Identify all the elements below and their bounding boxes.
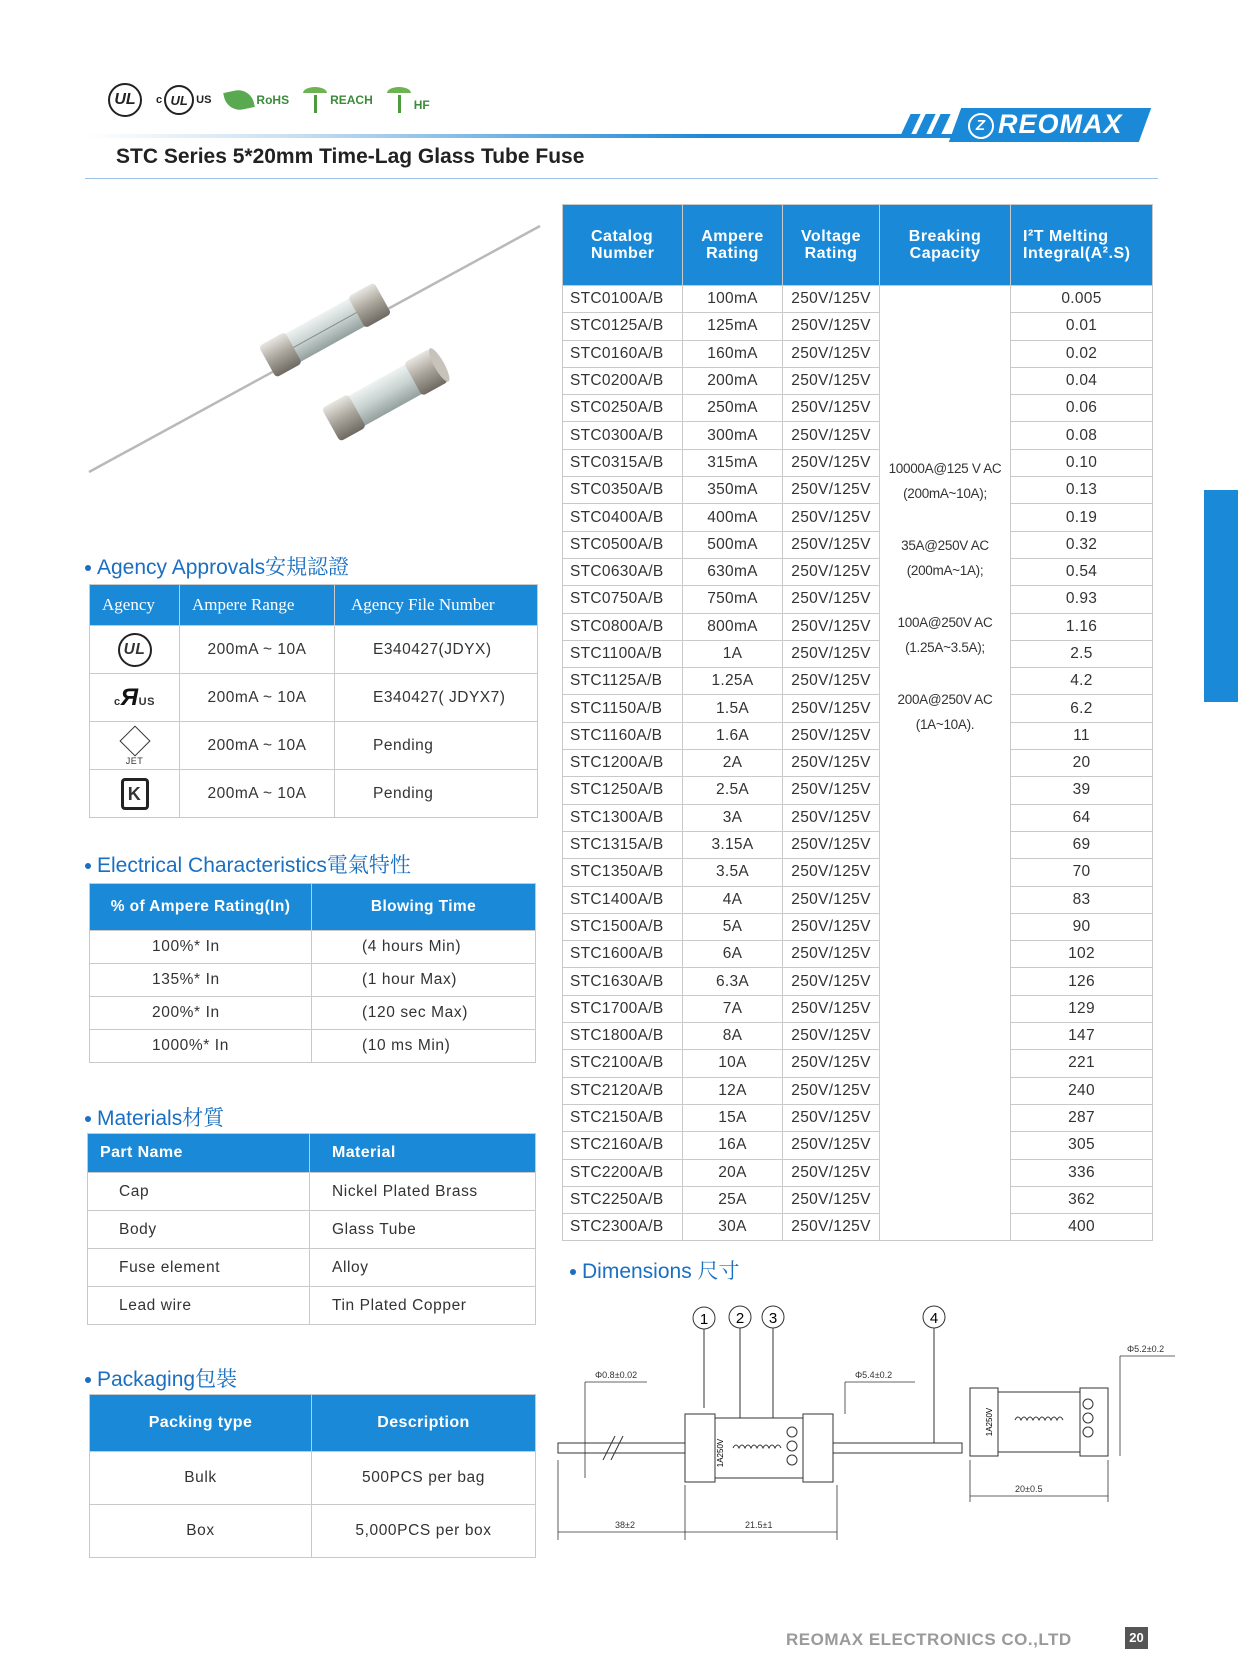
catalog-number-cell: STC1700A/B [563, 995, 683, 1022]
company-footer: REOMAX ELECTRONICS CO.,LTD [786, 1630, 1072, 1649]
table-row [88, 1211, 536, 1249]
table-row [563, 695, 1153, 722]
table-row [563, 558, 1153, 585]
catalog-number-cell: STC2100A/B [563, 1050, 683, 1077]
voltage-rating-cell: 250V/125V [783, 504, 880, 531]
voltage-rating-cell: 250V/125V [783, 831, 880, 858]
header-packing-type: Packing type [90, 1395, 312, 1452]
svg-text:1A250V: 1A250V [985, 1407, 994, 1437]
catalog-number-cell: STC2120A/B [563, 1077, 683, 1104]
i2t-cell: 0.10 [1011, 449, 1153, 476]
catalog-number-cell: STC2300A/B [563, 1214, 683, 1241]
time-cell: (10 ms Min) [312, 1030, 536, 1063]
table-row [563, 531, 1153, 558]
fuse-no-lead-view [970, 1344, 1175, 1502]
certification-logos [108, 78, 430, 122]
voltage-rating-cell: 250V/125V [783, 340, 880, 367]
table-row [563, 668, 1153, 695]
ampere-rating-cell: 3.15A [683, 831, 783, 858]
i2t-cell: 305 [1011, 1132, 1153, 1159]
i2t-cell: 0.04 [1011, 367, 1153, 394]
i2t-cell: 0.93 [1011, 586, 1153, 613]
table-row [563, 1159, 1153, 1186]
header-catalog-number: Catalog Number [563, 205, 683, 286]
ampere-rating-cell: 630mA [683, 558, 783, 585]
voltage-rating-cell: 250V/125V [783, 1023, 880, 1050]
ampere-rating-cell: 750mA [683, 586, 783, 613]
ampere-range: 200mA ~ 10A [180, 722, 335, 770]
catalog-number-cell: STC0400A/B [563, 504, 683, 531]
voltage-rating-cell: 250V/125V [783, 531, 880, 558]
table-row [563, 777, 1153, 804]
ampere-rating-cell: 10A [683, 1050, 783, 1077]
ampere-rating-cell: 800mA [683, 613, 783, 640]
packing-type-cell: Box [90, 1505, 312, 1558]
ampere-rating-cell: 400mA [683, 504, 783, 531]
sprout-icon [303, 87, 327, 113]
voltage-rating-cell: 250V/125V [783, 777, 880, 804]
ampere-rating-cell: 500mA [683, 531, 783, 558]
voltage-rating-cell: 250V/125V [783, 286, 880, 313]
i2t-cell: 400 [1011, 1214, 1153, 1241]
table-row [563, 804, 1153, 831]
voltage-rating-cell: 250V/125V [783, 995, 880, 1022]
brand-logo: Z REOMAX [968, 109, 1123, 140]
voltage-rating-cell: 250V/125V [783, 422, 880, 449]
svg-text:3: 3 [768, 1310, 778, 1327]
packing-type-cell: Bulk [90, 1452, 312, 1505]
table-row [88, 1287, 536, 1325]
table-row [563, 886, 1153, 913]
ampere-rating-cell: 6.3A [683, 968, 783, 995]
svg-text:20±0.5: 20±0.5 [1015, 1484, 1043, 1494]
catalog-number-cell: STC1400A/B [563, 886, 683, 913]
voltage-rating-cell: 250V/125V [783, 695, 880, 722]
header-material: Material [310, 1134, 536, 1173]
table-row [563, 995, 1153, 1022]
header-voltage-rating: Voltage Rating [783, 205, 880, 286]
table-row [90, 931, 536, 964]
breaking-capacity-entry: 200A@250V AC (1A~10A). [897, 692, 993, 732]
ampere-rating-cell: 3.5A [683, 859, 783, 886]
cul-us-logo: c UL US [156, 85, 211, 115]
reach-logo: REACH [303, 87, 373, 113]
i2t-cell: 102 [1011, 941, 1153, 968]
voltage-rating-cell: 250V/125V [783, 859, 880, 886]
ampere-rating-cell: 160mA [683, 340, 783, 367]
table-row [88, 1249, 536, 1287]
breaking-capacity-entry: 100A@250V AC (1.25A~3.5A); [897, 615, 993, 655]
ampere-rating-cell: 315mA [683, 449, 783, 476]
catalog-number-cell: STC1100A/B [563, 640, 683, 667]
table-row [563, 750, 1153, 777]
header-i2t: I²T Melting Integral(A².S) [1011, 205, 1153, 286]
page-title: STC Series 5*20mm Time-Lag Glass Tube Fuse [116, 145, 585, 168]
material-cell: Nickel Plated Brass [310, 1173, 536, 1211]
table-row [90, 770, 538, 818]
i2t-cell: 0.13 [1011, 477, 1153, 504]
svg-text:Φ0.8±0.02: Φ0.8±0.02 [595, 1370, 638, 1380]
specification-table [562, 204, 1153, 1241]
percent-cell: 135%* In [90, 964, 312, 997]
table-row [563, 722, 1153, 749]
file-number: E340427(JDYX) [335, 626, 538, 674]
dim-body-length [685, 1485, 837, 1540]
table-row [90, 1030, 536, 1063]
fuse-without-leads [322, 346, 453, 442]
catalog-number-cell: STC2150A/B [563, 1104, 683, 1131]
table-row [88, 1173, 536, 1211]
ampere-rating-cell: 5A [683, 913, 783, 940]
title-divider [85, 178, 1158, 179]
i2t-cell: 2.5 [1011, 640, 1153, 667]
voltage-rating-cell: 250V/125V [783, 968, 880, 995]
electrical-section-title: Electrical Characteristics電氣特性 [85, 849, 411, 879]
leaf-icon [224, 87, 256, 112]
catalog-number-cell: STC0300A/B [563, 422, 683, 449]
catalog-number-cell: STC0200A/B [563, 367, 683, 394]
ampere-rating-cell: 300mA [683, 422, 783, 449]
table-row [90, 722, 538, 770]
percent-cell: 100%* In [90, 931, 312, 964]
voltage-rating-cell: 250V/125V [783, 477, 880, 504]
side-tab-marker [1204, 490, 1238, 702]
header-breaking-capacity: Breaking Capacity [880, 205, 1011, 286]
catalog-number-cell: STC1250A/B [563, 777, 683, 804]
ampere-rating-cell: 4A [683, 886, 783, 913]
time-cell: (1 hour Max) [312, 964, 536, 997]
i2t-cell: 0.02 [1011, 340, 1153, 367]
svg-text:2: 2 [735, 1310, 745, 1327]
ampere-rating-cell: 100mA [683, 286, 783, 313]
i2t-cell: 287 [1011, 1104, 1153, 1131]
ampere-rating-cell: 1.6A [683, 722, 783, 749]
i2t-cell: 4.2 [1011, 668, 1153, 695]
svg-text:Φ5.4±0.2: Φ5.4±0.2 [855, 1370, 893, 1380]
table-row [563, 313, 1153, 340]
catalog-number-cell: STC2200A/B [563, 1159, 683, 1186]
catalog-number-cell: STC1500A/B [563, 913, 683, 940]
ampere-rating-cell: 1.5A [683, 695, 783, 722]
table-row [563, 640, 1153, 667]
i2t-cell: 6.2 [1011, 695, 1153, 722]
agency-section-title: Agency Approvals安規認證 [85, 551, 349, 581]
i2t-cell: 1.16 [1011, 613, 1153, 640]
catalog-number-cell: STC2160A/B [563, 1132, 683, 1159]
voltage-rating-cell: 250V/125V [783, 668, 880, 695]
sprout-icon [387, 87, 411, 113]
table-row [563, 367, 1153, 394]
voltage-rating-cell: 250V/125V [783, 1077, 880, 1104]
voltage-rating-cell: 250V/125V [783, 750, 880, 777]
catalog-number-cell: STC0100A/B [563, 286, 683, 313]
i2t-cell: 64 [1011, 804, 1153, 831]
table-header-row [563, 205, 1153, 286]
i2t-cell: 70 [1011, 859, 1153, 886]
ampere-rating-cell: 1.25A [683, 668, 783, 695]
header-ampere-percent: % of Ampere Rating(In) [90, 884, 312, 931]
voltage-rating-cell: 250V/125V [783, 558, 880, 585]
part-cell: Fuse element [88, 1249, 310, 1287]
voltage-rating-cell: 250V/125V [783, 586, 880, 613]
header-part-name: Part Name [88, 1134, 310, 1173]
table-row [563, 340, 1153, 367]
svg-text:1: 1 [699, 1311, 709, 1328]
catalog-number-cell: STC1315A/B [563, 831, 683, 858]
i2t-cell: 20 [1011, 750, 1153, 777]
material-cell: Alloy [310, 1249, 536, 1287]
ampere-rating-cell: 25A [683, 1186, 783, 1213]
i2t-cell: 0.08 [1011, 422, 1153, 449]
catalog-number-cell: STC0315A/B [563, 449, 683, 476]
table-row [563, 395, 1153, 422]
table-row [563, 831, 1153, 858]
catalog-number-cell: STC1300A/B [563, 804, 683, 831]
table-row [90, 1505, 536, 1558]
packaging-section-title: Packaging包裝 [85, 1363, 237, 1393]
i2t-cell: 11 [1011, 722, 1153, 749]
part-cell: Body [88, 1211, 310, 1249]
i2t-cell: 0.01 [1011, 313, 1153, 340]
header-file-number: Agency File Number [335, 585, 538, 626]
i2t-cell: 0.32 [1011, 531, 1153, 558]
voltage-rating-cell: 250V/125V [783, 941, 880, 968]
catalog-number-cell: STC1200A/B [563, 750, 683, 777]
i2t-cell: 39 [1011, 777, 1153, 804]
percent-cell: 1000%* In [90, 1030, 312, 1063]
table-row [563, 1214, 1153, 1241]
i2t-cell: 0.005 [1011, 286, 1153, 313]
header-agency: Agency [90, 585, 180, 626]
i2t-cell: 129 [1011, 995, 1153, 1022]
catalog-number-cell: STC0250A/B [563, 395, 683, 422]
fuse-side-view [558, 1414, 962, 1482]
voltage-rating-cell: 250V/125V [783, 367, 880, 394]
i2t-cell: 221 [1011, 1050, 1153, 1077]
svg-text:21.5±1: 21.5±1 [745, 1520, 773, 1530]
table-row [563, 941, 1153, 968]
catalog-number-cell: STC0160A/B [563, 340, 683, 367]
header-ampere-range: Ampere Range [180, 585, 335, 626]
svg-text:1A250V: 1A250V [716, 1438, 725, 1468]
header-ampere-rating: Ampere Rating [683, 205, 783, 286]
table-row [563, 859, 1153, 886]
breaking-capacity-entry: 35A@250V AC (200mA~1A); [901, 538, 989, 578]
table-row [563, 913, 1153, 940]
materials-section-title: Materials材質 [85, 1102, 224, 1132]
packaging-table [89, 1394, 536, 1558]
ampere-rating-cell: 6A [683, 941, 783, 968]
time-cell: (4 hours Min) [312, 931, 536, 964]
part-cell: Cap [88, 1173, 310, 1211]
voltage-rating-cell: 250V/125V [783, 913, 880, 940]
voltage-rating-cell: 250V/125V [783, 640, 880, 667]
catalog-number-cell: STC1350A/B [563, 859, 683, 886]
table-row [563, 1186, 1153, 1213]
brand-stripes [905, 114, 950, 143]
table-row [563, 477, 1153, 504]
i2t-cell: 90 [1011, 913, 1153, 940]
catalog-number-cell: STC1600A/B [563, 941, 683, 968]
breaking-capacity-cell [880, 286, 1011, 1241]
kc-mark-icon: K [90, 770, 180, 818]
table-row [563, 1023, 1153, 1050]
svg-text:38±2: 38±2 [615, 1520, 635, 1530]
i2t-cell: 336 [1011, 1159, 1153, 1186]
i2t-cell: 0.19 [1011, 504, 1153, 531]
ampere-rating-cell: 3A [683, 804, 783, 831]
i2t-cell: 69 [1011, 831, 1153, 858]
table-row [563, 968, 1153, 995]
callout-2 [729, 1306, 751, 1433]
i2t-cell: 147 [1011, 1023, 1153, 1050]
part-cell: Lead wire [88, 1287, 310, 1325]
catalog-number-cell: STC1125A/B [563, 668, 683, 695]
file-number: Pending [335, 770, 538, 818]
catalog-number-cell: STC2250A/B [563, 1186, 683, 1213]
materials-table [87, 1133, 536, 1325]
file-number: Pending [335, 722, 538, 770]
table-header-row [88, 1134, 536, 1173]
table-row [90, 964, 536, 997]
dimensions-section-title: Dimensions 尺寸 [570, 1255, 740, 1285]
svg-text:Φ5.2±0.2: Φ5.2±0.2 [1127, 1344, 1165, 1354]
ampere-rating-cell: 7A [683, 995, 783, 1022]
catalog-number-cell: STC0800A/B [563, 613, 683, 640]
table-header-row [90, 1395, 536, 1452]
table-header-row [90, 585, 538, 626]
voltage-rating-cell: 250V/125V [783, 1132, 880, 1159]
table-row [563, 422, 1153, 449]
voltage-rating-cell: 250V/125V [783, 449, 880, 476]
ampere-rating-cell: 12A [683, 1077, 783, 1104]
voltage-rating-cell: 250V/125V [783, 613, 880, 640]
catalog-number-cell: STC0350A/B [563, 477, 683, 504]
ul-listed-icon: UL [90, 626, 180, 674]
table-row [563, 504, 1153, 531]
header-blowing-time: Blowing Time [312, 884, 536, 931]
ampere-rating-cell: 125mA [683, 313, 783, 340]
i2t-cell: 362 [1011, 1186, 1153, 1213]
i2t-cell: 0.54 [1011, 558, 1153, 585]
catalog-number-cell: STC1150A/B [563, 695, 683, 722]
ampere-rating-cell: 2A [683, 750, 783, 777]
table-row [90, 674, 538, 722]
pse-jet-icon: JET [90, 722, 180, 770]
page-number: 20 [1125, 1627, 1148, 1649]
table-row [563, 1077, 1153, 1104]
agency-table [89, 584, 538, 818]
voltage-rating-cell: 250V/125V [783, 313, 880, 340]
i2t-cell: 126 [1011, 968, 1153, 995]
voltage-rating-cell: 250V/125V [783, 1050, 880, 1077]
catalog-number-cell: STC0630A/B [563, 558, 683, 585]
table-row [563, 1132, 1153, 1159]
product-photo [85, 220, 545, 480]
table-header-row [90, 884, 536, 931]
percent-cell: 200%* In [90, 997, 312, 1030]
rohs-logo: RoHS [225, 90, 289, 110]
ampere-rating-cell: 15A [683, 1104, 783, 1131]
ul-recognized-icon: cЯUS [90, 674, 180, 722]
catalog-number-cell: STC0500A/B [563, 531, 683, 558]
description-cell: 5,000PCS per box [312, 1505, 536, 1558]
breaking-capacity-entry: 10000A@125 V AC (200mA~10A); [888, 461, 1002, 501]
ampere-rating-cell: 8A [683, 1023, 783, 1050]
table-row [563, 586, 1153, 613]
ul-listed-logo: UL [108, 83, 142, 117]
description-cell: 500PCS per bag [312, 1452, 536, 1505]
voltage-rating-cell: 250V/125V [783, 804, 880, 831]
catalog-number-cell: STC1800A/B [563, 1023, 683, 1050]
table-row [563, 449, 1153, 476]
hf-logo: HF [387, 87, 430, 113]
table-row [563, 613, 1153, 640]
catalog-number-cell: STC1630A/B [563, 968, 683, 995]
material-cell: Tin Plated Copper [310, 1287, 536, 1325]
voltage-rating-cell: 250V/125V [783, 722, 880, 749]
table-row [563, 1050, 1153, 1077]
table-row [563, 1104, 1153, 1131]
voltage-rating-cell: 250V/125V [783, 1214, 880, 1241]
file-number: E340427( JDYX7) [335, 674, 538, 722]
table-row [90, 626, 538, 674]
ampere-range: 200mA ~ 10A [180, 626, 335, 674]
table-row [90, 997, 536, 1030]
table-row [563, 286, 1153, 313]
svg-text:4: 4 [929, 1310, 939, 1327]
ampere-rating-cell: 350mA [683, 477, 783, 504]
voltage-rating-cell: 250V/125V [783, 395, 880, 422]
i2t-cell: 240 [1011, 1077, 1153, 1104]
ampere-rating-cell: 1A [683, 640, 783, 667]
dim-wire-diameter [585, 1370, 647, 1478]
dimension-drawing [555, 1300, 1185, 1560]
i2t-cell: 0.06 [1011, 395, 1153, 422]
ampere-rating-cell: 16A [683, 1132, 783, 1159]
callout-4 [923, 1306, 945, 1443]
voltage-rating-cell: 250V/125V [783, 1186, 880, 1213]
voltage-rating-cell: 250V/125V [783, 1159, 880, 1186]
voltage-rating-cell: 250V/125V [783, 1104, 880, 1131]
ampere-rating-cell: 30A [683, 1214, 783, 1241]
ampere-rating-cell: 200mA [683, 367, 783, 394]
callout-1 [693, 1307, 715, 1408]
material-cell: Glass Tube [310, 1211, 536, 1249]
catalog-number-cell: STC0750A/B [563, 586, 683, 613]
electrical-table [89, 883, 536, 1063]
ampere-rating-cell: 2.5A [683, 777, 783, 804]
ampere-range: 200mA ~ 10A [180, 770, 335, 818]
catalog-number-cell: STC0125A/B [563, 313, 683, 340]
i2t-cell: 83 [1011, 886, 1153, 913]
time-cell: (120 sec Max) [312, 997, 536, 1030]
catalog-number-cell: STC1160A/B [563, 722, 683, 749]
ampere-rating-cell: 250mA [683, 395, 783, 422]
table-row [90, 1452, 536, 1505]
ampere-range: 200mA ~ 10A [180, 674, 335, 722]
dim-body-diameter [845, 1370, 915, 1414]
voltage-rating-cell: 250V/125V [783, 886, 880, 913]
header-description: Description [312, 1395, 536, 1452]
fuse-with-leads [259, 282, 392, 377]
dim-lead-length [558, 1460, 685, 1540]
ampere-rating-cell: 20A [683, 1159, 783, 1186]
